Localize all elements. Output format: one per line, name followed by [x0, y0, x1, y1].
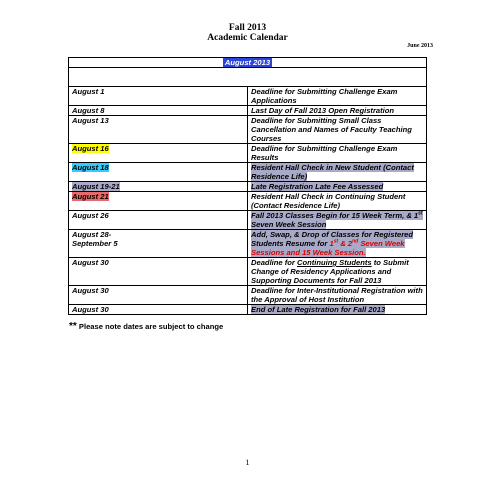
date-line: August 28- [72, 230, 112, 239]
table-row [69, 163, 427, 182]
event-highlight [251, 211, 423, 229]
date-cell: August 30 [69, 258, 248, 286]
date-cell [69, 230, 248, 258]
date-cell [69, 144, 248, 163]
disclaimer-note [69, 321, 223, 332]
table-row [69, 144, 427, 163]
date-cell [69, 192, 248, 211]
table-row [69, 211, 427, 230]
page-number: 1 [245, 458, 250, 467]
event-highlight: End of Late Registration for Fall 2013 [251, 305, 386, 314]
table-row [69, 305, 427, 315]
event-text: Add, Swap, & Drop of Classes for Registered Students Resume for [251, 230, 414, 248]
event-red-text: & 2 [338, 239, 353, 248]
event-red-text: 1 [329, 239, 334, 248]
calendar-table [68, 57, 427, 315]
date-cell: August 1 [69, 87, 248, 106]
event-cell: Last Day of Fall 2013 Open Registration [248, 106, 427, 116]
date-highlight: August 16 [72, 144, 109, 153]
event-red-text: Seven Week Sessions and 15 Week Session. [251, 239, 405, 257]
document-subtitle: Academic Calendar [207, 33, 288, 43]
note-stars: ** [69, 321, 77, 332]
date-cell: August 30 [69, 305, 248, 315]
table-row [69, 230, 427, 258]
date-cell: August 30 [69, 286, 248, 305]
month-header-row [69, 58, 427, 68]
date-highlight: August 18 [72, 163, 109, 172]
date-line: September 5 [72, 239, 118, 248]
event-cell: Deadline for Submitting Challenge Exam Results [248, 144, 427, 163]
date-cell [69, 182, 248, 192]
table-row [69, 116, 427, 144]
event-cell [248, 211, 427, 230]
date-cell: August 13 [69, 116, 248, 144]
event-cell: Resident Hall Check in Continuing Student (Contact Residence Life) [248, 192, 427, 211]
table-row [69, 106, 427, 116]
event-cell: Deadline for Submitting Challenge Exam Applications [248, 87, 427, 106]
event-highlight: Resident Hall Check in New Student (Contact Residence Life) [251, 163, 414, 181]
note-text: Please note dates are subject to change [76, 322, 224, 331]
event-underlined-text: Continuing Students [297, 258, 372, 267]
event-cell [248, 258, 427, 286]
event-cell [248, 305, 427, 315]
event-text: to Submit Change of Residency Applications and Supporting Documents for Fall 2013 [251, 258, 409, 285]
spacer-cell [69, 68, 427, 87]
event-cell: Deadline for Inter-Institutional Registration with the Approval of Host Institution [248, 286, 427, 305]
month-header-cell [69, 58, 427, 68]
event-text: Seven Week Session [251, 220, 327, 229]
date-cell: August 8 [69, 106, 248, 116]
table-row [69, 182, 427, 192]
table-row [69, 258, 427, 286]
event-highlight: Late Registration Late Fee Assessed [251, 182, 384, 191]
event-cell [248, 230, 427, 258]
event-superscript: st [418, 210, 423, 217]
date-highlight: August 21 [72, 192, 109, 201]
event-highlight [251, 230, 413, 257]
table-row [69, 192, 427, 211]
spacer-row [69, 68, 427, 87]
table-row [69, 87, 427, 106]
event-text: Fall 2013 Classes Begin for 15 Week Term, & 1 [251, 211, 419, 220]
table-row [69, 286, 427, 305]
event-superscript: st [333, 238, 339, 245]
date-cell: August 26 [69, 211, 248, 230]
month-header: August 2013 [224, 58, 271, 67]
event-text: Deadline for [251, 258, 297, 267]
event-cell [248, 182, 427, 192]
document-title: Fall 2013 [228, 23, 267, 33]
event-superscript: nd [352, 238, 359, 245]
document-date: June 2013 [407, 43, 433, 49]
date-highlight: August 19-21 [72, 182, 120, 191]
date-cell [69, 163, 248, 182]
event-cell [248, 163, 427, 182]
event-cell: Deadline for Submitting Small Class Cancellation and Names of Faculty Teaching Courses [248, 116, 427, 144]
